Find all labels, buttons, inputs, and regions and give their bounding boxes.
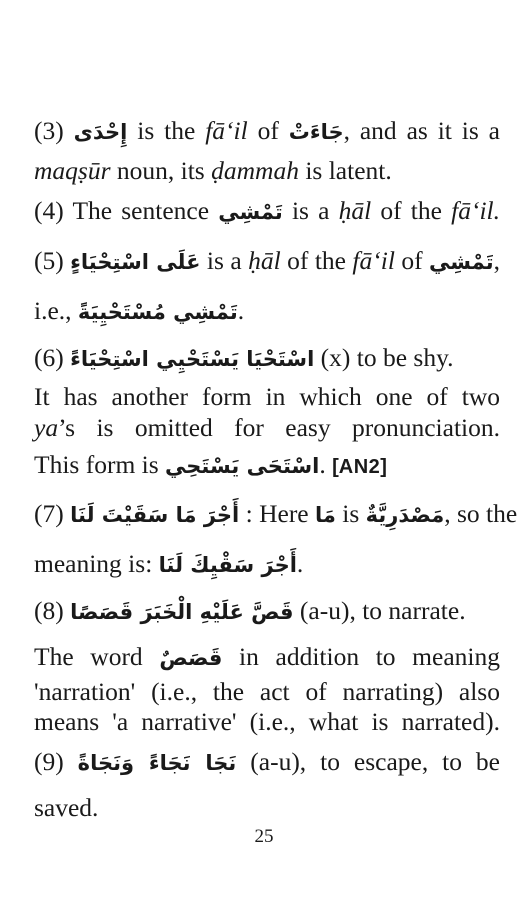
text-line-1 <box>34 113 500 149</box>
text-run: , <box>493 246 500 275</box>
text-line-15 <box>34 704 500 740</box>
text-run: The word <box>34 642 160 671</box>
text-run: . <box>319 450 333 479</box>
arabic-term: قَصَّ عَلَيْهِ الْخَبَرَ قَصَصًا <box>70 600 294 624</box>
text-line-9 <box>34 447 500 483</box>
text-run: . <box>237 296 245 325</box>
text-run: of the <box>371 196 452 225</box>
arabic-term: نَجَا نَجَاءً وَنَجَاةً <box>77 751 237 775</box>
text-run: (a-u), to escape, to be <box>236 747 500 776</box>
text-run: 'narration' (i.e., the act of narrating) also <box>34 677 500 706</box>
note-number: (7) <box>34 499 71 528</box>
text-run: This form is <box>34 450 166 479</box>
text-line-17 <box>34 790 500 826</box>
text-run: (4) The sentence <box>34 196 219 225</box>
note-number: (8) <box>34 596 71 625</box>
arabic-term: إِحْدَى <box>73 120 128 144</box>
arabic-term: اسْتَحْيَا يَسْتَحْيِي اسْتِحْيَاءً <box>70 347 315 371</box>
text-line-6 <box>34 340 500 376</box>
text-run: meaning is: <box>34 549 159 578</box>
text-line-13 <box>34 639 500 675</box>
italic-term: ḍammah <box>211 156 299 185</box>
note-number: (6) <box>34 343 71 372</box>
text-run: of <box>247 116 289 145</box>
arabic-term: أَجْرَ سَقْيِكَ لَنَا <box>158 553 297 577</box>
text-line-8 <box>34 410 500 446</box>
arabic-term: جَاءَتْ <box>288 120 344 144</box>
page-number: 25 <box>254 826 274 847</box>
italic-term: ḥāl <box>338 196 372 225</box>
text-line-2 <box>34 153 500 189</box>
text-run: saved. <box>34 793 99 822</box>
italic-term: maqṣūr <box>34 156 111 185</box>
text-line-5 <box>34 293 500 329</box>
arabic-term: أَجْرَ مَا سَقَيْتَ لَنَا <box>70 503 240 527</box>
text-run: (x) to be shy. <box>314 343 454 372</box>
text-run: is latent. <box>298 156 392 185</box>
text-line-12 <box>34 593 500 629</box>
note-number: (9) <box>34 747 78 776</box>
text-line-11 <box>34 546 500 582</box>
text-run: i.e., <box>34 296 78 325</box>
italic-term: ḥāl <box>248 246 281 275</box>
reference-tag: [AN2] <box>332 456 387 478</box>
text-run: It has another form in which one of two <box>34 382 500 411</box>
arabic-term: اسْتَحَى يَسْتَحِي <box>165 454 320 478</box>
text-run: is a <box>282 196 339 225</box>
arabic-term: قَصَصٌ <box>159 646 223 670</box>
text-run: in addition to meaning <box>222 642 500 671</box>
text-run: is the <box>127 116 206 145</box>
text-run: . <box>296 549 304 578</box>
text-line-16 <box>34 744 500 780</box>
note-number: (3) <box>34 116 74 145</box>
text-line-3 <box>34 193 500 229</box>
arabic-term: عَلَى اسْتِحْيَاءٍ <box>70 250 201 274</box>
text-run: is <box>335 499 366 528</box>
italic-term: fā‘il <box>352 246 395 275</box>
text-line-4 <box>34 243 500 279</box>
text-run: means 'a narrative' (i.e., what is narrated). <box>34 707 500 736</box>
arabic-term: مَا <box>315 503 336 527</box>
arabic-term: مَصْدَرِيَّةٌ <box>365 503 445 527</box>
italic-term: ya <box>34 413 59 442</box>
text-run: of the <box>280 246 353 275</box>
arabic-term: تَمْشِي <box>218 200 283 224</box>
text-run: noun, its <box>110 156 212 185</box>
text-run: , so the <box>444 499 518 528</box>
text-run: of <box>394 246 430 275</box>
italic-term: fā‘il. <box>451 196 500 225</box>
text-run: ’s is omitted for easy pronunciation. <box>58 413 500 442</box>
arabic-term: تَمْشِي <box>429 250 494 274</box>
arabic-term: تَمْشِي مُسْتَحْيِيَةً <box>77 300 238 324</box>
text-run: , and as it is a <box>343 116 500 145</box>
text-run: : Here <box>239 499 316 528</box>
note-number: (5) <box>34 246 71 275</box>
text-run: (a-u), to narrate. <box>293 596 466 625</box>
text-run: is a <box>200 246 249 275</box>
text-line-10 <box>34 496 518 532</box>
italic-term: fā‘il <box>205 116 248 145</box>
